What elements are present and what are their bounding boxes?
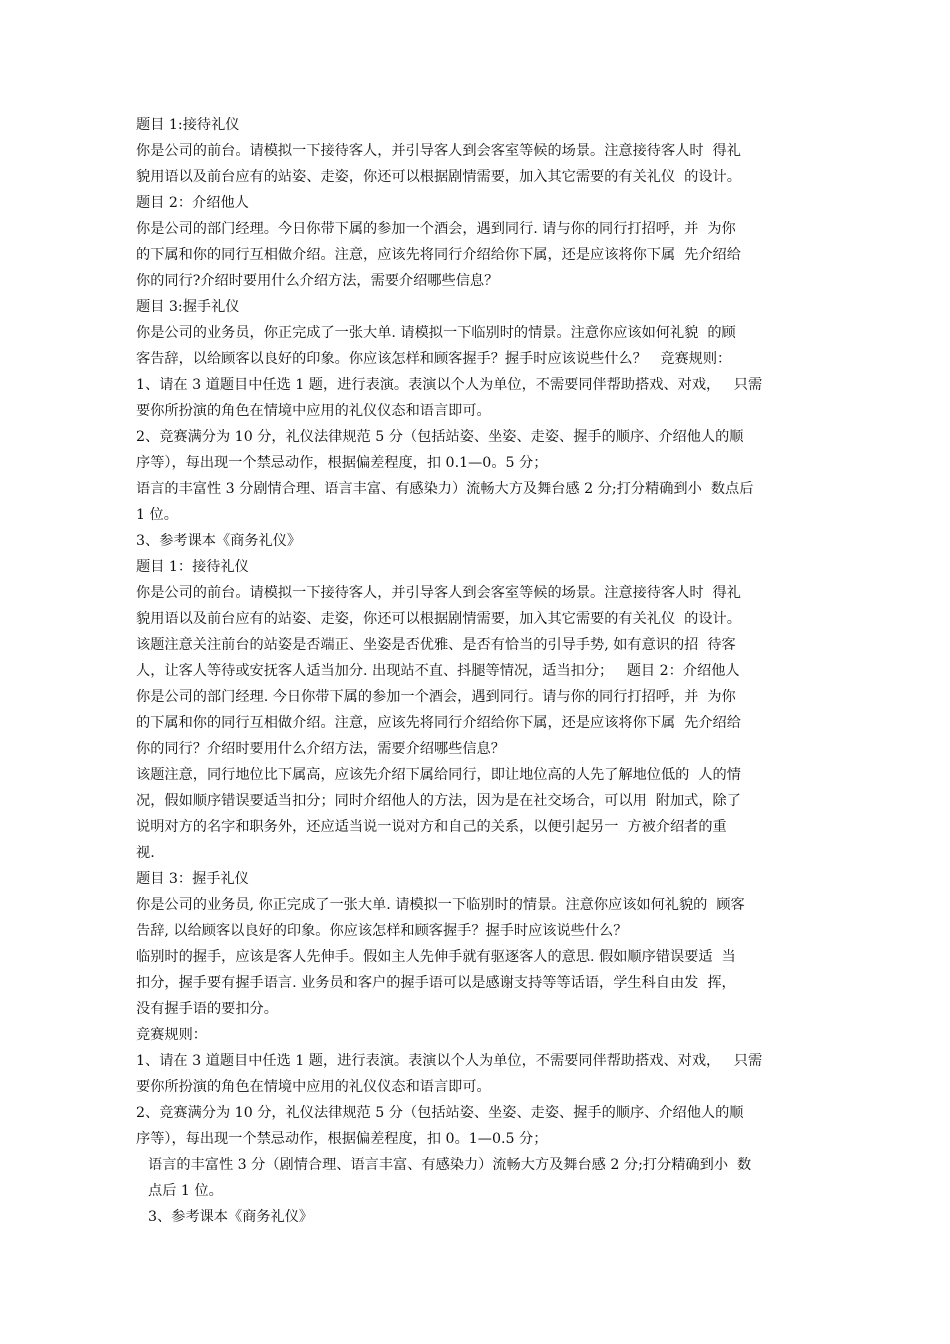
q3-note-line: 没有握手语的要扣分。	[136, 1001, 278, 1017]
q3-text-line: 你是公司的业务员, 你正完成了一张大单. 请模拟一下临别时的情景。注意你应该如何礼貌的 顾客	[136, 897, 745, 913]
rule-line: 序等），每出现一个禁忌动作，根据偏差程度，扣 0。1—0.5 分；	[136, 1131, 548, 1147]
q2-note-line: 况，假如顺序错误要适当扣分；同时介绍他人的方法，因为是在社交场合，可以用 附加式，除了	[136, 793, 741, 809]
rule-line: 点后 1 位。	[148, 1183, 223, 1199]
rule-line: 1、请在 3 道题目中任选 1 题，进行表演。表演以个人为单位，不需要同伴帮助搭戏、对戏， 只需	[136, 377, 763, 393]
q2-note-line: 视.	[136, 845, 155, 861]
rule-line: 3、参考课本《商务礼仪》	[148, 1209, 314, 1225]
q3-text-line: 告辞, 以给顾客以良好的印象。你应该怎样和顾客握手？握手时应该说些什么？	[136, 923, 628, 939]
rule-line: 语言的丰富性 3 分剧情合理、语言丰富、有感染力）流畅大方及舞台感 2 分;打分精确到小 数点后	[136, 481, 754, 497]
q3-text-line: 客告辞，以给顾客以良好的印象。你应该怎样和顾客握手？握手时应该说些什么？ 竞赛规则：	[136, 351, 732, 367]
q2-text-line: 的下属和你的同行互相做介绍。注意，应该先将同行介绍给你下属，还是应该将你下属 先介绍给	[136, 715, 741, 731]
rule-line: 要你所扮演的角色在情境中应用的礼仪仪态和语言即可。	[136, 1079, 491, 1095]
q1-text-line: 你是公司的前台。请模拟一下接待客人，并引导客人到会客室等候的场景。注意接待客人时 得礼	[136, 143, 741, 159]
q1-text-line: 貌用语以及前台应有的站姿、走姿，你还可以根据剧情需要，加入其它需要的有关礼仪 的设计。	[136, 169, 741, 185]
q3-heading: 题目 3：握手礼仪	[136, 871, 249, 887]
q1-heading: 题目 1：接待礼仪	[136, 559, 249, 575]
q3-heading: 题目 3:握手礼仪	[136, 299, 240, 315]
rule-line: 要你所扮演的角色在情境中应用的礼仪仪态和语言即可。	[136, 403, 491, 419]
q1-heading: 题目 1:接待礼仪	[136, 117, 240, 133]
rule-line: 3、参考课本《商务礼仪》	[136, 533, 302, 549]
q2-note-line: 该题注意，同行地位比下属高，应该先介绍下属给同行，即让地位高的人先了解地位低的 人的情	[136, 767, 741, 783]
rule-line: 语言的丰富性 3 分（剧情合理、语言丰富、有感染力）流畅大方及舞台感 2 分;打分精确到小 数	[148, 1157, 752, 1173]
q2-text-line: 你的同行？介绍时要用什么介绍方法，需要介绍哪些信息？	[136, 741, 505, 757]
rule-line: 序等），每出现一个禁忌动作，根据偏差程度，扣 0.1—0。5 分；	[136, 455, 548, 471]
rule-line: 2、竞赛满分为 10 分，礼仪法律规范 5 分（包括站姿、坐姿、走姿、握手的顺序、介绍他人的顺	[136, 1105, 744, 1121]
q1-note-line: 人，让客人等待或安抚客人适当加分. 出现站不直、抖腿等情况，适当扣分； 题目 2：介绍他人	[136, 663, 740, 679]
rule-line: 1、请在 3 道题目中任选 1 题，进行表演。表演以个人为单位，不需要同伴帮助搭戏、对戏， 只需	[136, 1053, 763, 1069]
q3-text-line: 你是公司的业务员，你正完成了一张大单. 请模拟一下临别时的情景。注意你应该如何礼貌 的顾	[136, 325, 736, 341]
q1-text-line: 你是公司的前台。请模拟一下接待客人，并引导客人到会客室等候的场景。注意接待客人时 得礼	[136, 585, 741, 601]
q2-text-line: 你是公司的部门经理. 今日你带下属的参加一个酒会，遇到同行。请与你的同行打招呼，并 为你	[136, 689, 736, 705]
q3-note-line: 临别时的握手，应该是客人先伸手。假如主人先伸手就有驱逐客人的意思. 假如顺序错误要适 当	[136, 949, 736, 965]
document-page	[136, 112, 824, 1230]
rule-line: 2、竞赛满分为 10 分，礼仪法律规范 5 分（包括站姿、坐姿、走姿、握手的顺序、介绍他人的顺	[136, 429, 744, 445]
q2-heading: 题目 2：介绍他人	[136, 195, 249, 211]
rules-heading: 竞赛规则：	[136, 1027, 207, 1043]
q1-note-line: 该题注意关注前台的站姿是否端正、坐姿是否优雅、是否有恰当的引导手势, 如有意识的招 待客	[136, 637, 736, 653]
q1-text-line: 貌用语以及前台应有的站姿、走姿，你还可以根据剧情需要，加入其它需要的有关礼仪 的设计。	[136, 611, 741, 627]
q2-text-line: 你是公司的部门经理。今日你带下属的参加一个酒会，遇到同行. 请与你的同行打招呼，并 为你	[136, 221, 736, 237]
rule-line: 1 位。	[136, 507, 178, 523]
q2-note-line: 说明对方的名字和职务外，还应适当说一说对方和自己的关系，以便引起另一 方被介绍者的重	[136, 819, 727, 835]
q3-note-line: 扣分，握手要有握手语言. 业务员和客户的握手语可以是感谢支持等等话语，学生科自由发 挥，	[136, 975, 736, 991]
q2-text-line: 的下属和你的同行互相做介绍。注意，应该先将同行介绍给你下属，还是应该将你下属 先介绍给	[136, 247, 741, 263]
q2-text-line: 你的同行?介绍时要用什么介绍方法，需要介绍哪些信息？	[136, 273, 499, 289]
